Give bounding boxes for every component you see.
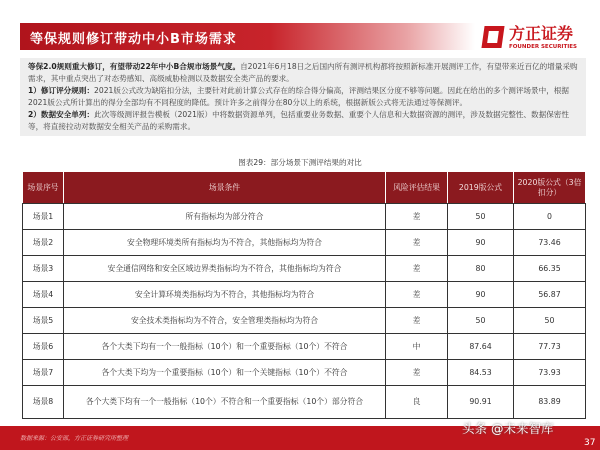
table-cell: 安全技术类指标均为不符合，安全管理类指标均为符合 xyxy=(64,308,386,334)
table-cell: 场景5 xyxy=(23,308,64,334)
p3-heading: 2）数据安全单列： xyxy=(28,110,95,119)
slide-title: 等保规则修订带动中小B市场需求 xyxy=(30,32,237,47)
summary-box xyxy=(20,58,586,136)
table-cell: 差 xyxy=(386,308,448,334)
table-header-row xyxy=(23,172,586,204)
column-header: 风险评估结果 xyxy=(386,172,448,204)
table-cell: 50 xyxy=(448,204,514,230)
data-source: 数据来源：公安部，方正证券研究所整理 xyxy=(20,435,129,442)
table-cell: 各个大类下均有一个一般指标（10个）和一个重要指标（10个）不符合 xyxy=(64,334,386,360)
table-cell: 良 xyxy=(386,386,448,419)
table-cell: 场景4 xyxy=(23,282,64,308)
table-cell: 50 xyxy=(514,308,586,334)
table-cell: 各个大类下均有一个一般指标（10个）不符合和一个重要指标（10个）部分符合 xyxy=(64,386,386,419)
column-header: 2020版公式（3倍扣分） xyxy=(514,172,586,204)
comparison-table xyxy=(22,171,586,419)
table-cell: 87.64 xyxy=(448,334,514,360)
table-cell: 差 xyxy=(386,360,448,386)
table-row xyxy=(23,204,586,230)
table-cell: 各个大类下均为一个重要指标（10个）和一个关键指标（10个）不符合 xyxy=(64,360,386,386)
table-cell: 84.53 xyxy=(448,360,514,386)
table-cell: 77.73 xyxy=(514,334,586,360)
table-cell: 中 xyxy=(386,334,448,360)
slide-title-bar xyxy=(20,23,475,50)
watermark: 头条 @未来智库 xyxy=(462,421,554,436)
table-cell: 安全计算环境类指标均为不符合，其他指标均为符合 xyxy=(64,282,386,308)
table-cell: 场景2 xyxy=(23,230,64,256)
table-cell: 差 xyxy=(386,230,448,256)
column-header: 场景条件 xyxy=(64,172,386,204)
column-header: 2019版公式 xyxy=(448,172,514,204)
table-cell: 50 xyxy=(448,308,514,334)
table-cell: 安全通信网络和安全区域边界类指标均为不符合，其他指标均为符合 xyxy=(64,256,386,282)
column-header: 场景序号 xyxy=(23,172,64,204)
summary-p2 xyxy=(28,85,578,109)
table-row xyxy=(23,360,586,386)
table-row xyxy=(23,256,586,282)
table-cell: 安全物理环境类所有指标均为不符合，其他指标均为符合 xyxy=(64,230,386,256)
table-cell: 所有指标均为部分符合 xyxy=(64,204,386,230)
table-cell: 场景3 xyxy=(23,256,64,282)
table-row xyxy=(23,334,586,360)
table-row xyxy=(23,230,586,256)
table-row xyxy=(23,308,586,334)
page-number: 37 xyxy=(584,438,596,448)
table-row xyxy=(23,282,586,308)
table-row xyxy=(23,386,586,419)
table-cell: 场景7 xyxy=(23,360,64,386)
table-cell: 差 xyxy=(386,282,448,308)
table-cell: 90 xyxy=(448,230,514,256)
table-cell: 差 xyxy=(386,256,448,282)
table-cell: 66.35 xyxy=(514,256,586,282)
logo-en: FOUNDER SECURITIES xyxy=(509,44,577,50)
table-cell: 80 xyxy=(448,256,514,282)
p1-heading: 等保2.0规则重大修订，有望带动22年中小B合规市场景气度。 xyxy=(28,62,241,71)
table-cell: 56.87 xyxy=(514,282,586,308)
p1-text: 自2021年6月18日之后国内所有测评机构都将按照新标准开展测评工作，有望带来近百亿的增量采购需求，其中重点突出了对态势感知、高级威胁检测以及数据安全类产品的要求。 xyxy=(28,62,578,83)
founder-securities-logo xyxy=(483,24,593,54)
table-caption: 图表29：部分场景下测评结果的对比 xyxy=(238,158,362,167)
table-cell: 83.89 xyxy=(514,386,586,419)
summary-p1 xyxy=(28,61,578,85)
summary-p3 xyxy=(28,109,578,133)
p2-text: 2021版公式改为缺陷扣分法，主要针对此前计算公式存在的综合得分偏高，评测结果区分度不够等问题。因此在给出的多个测评场景中，根据2021版公式所计算出的得分全部均有不同程度的降低。预计许多之前得分在80分以上的系统，根据新版公式将无法通过等保测评。 xyxy=(28,86,569,107)
logo-cn: 方正证券 xyxy=(509,24,574,43)
logo-mark-icon xyxy=(481,26,504,48)
table-cell: 0 xyxy=(514,204,586,230)
table-cell: 场景8 xyxy=(23,386,64,419)
table-cell: 场景6 xyxy=(23,334,64,360)
p3-text: 此次等级测评报告模板（2021版）中将数据资源单列，包括重要业务数据、重要个人信息和大数据资源的测评，涉及数据完整性、数据保密性等，将直接拉动对数据安全相关产品的采购需求。 xyxy=(28,110,569,131)
table-cell: 场景1 xyxy=(23,204,64,230)
table-cell: 90 xyxy=(448,282,514,308)
table-cell: 73.46 xyxy=(514,230,586,256)
table-cell: 差 xyxy=(386,204,448,230)
table-cell: 73.93 xyxy=(514,360,586,386)
p2-heading: 1）修订评分规则： xyxy=(28,86,95,95)
table-cell: 90.91 xyxy=(448,386,514,419)
